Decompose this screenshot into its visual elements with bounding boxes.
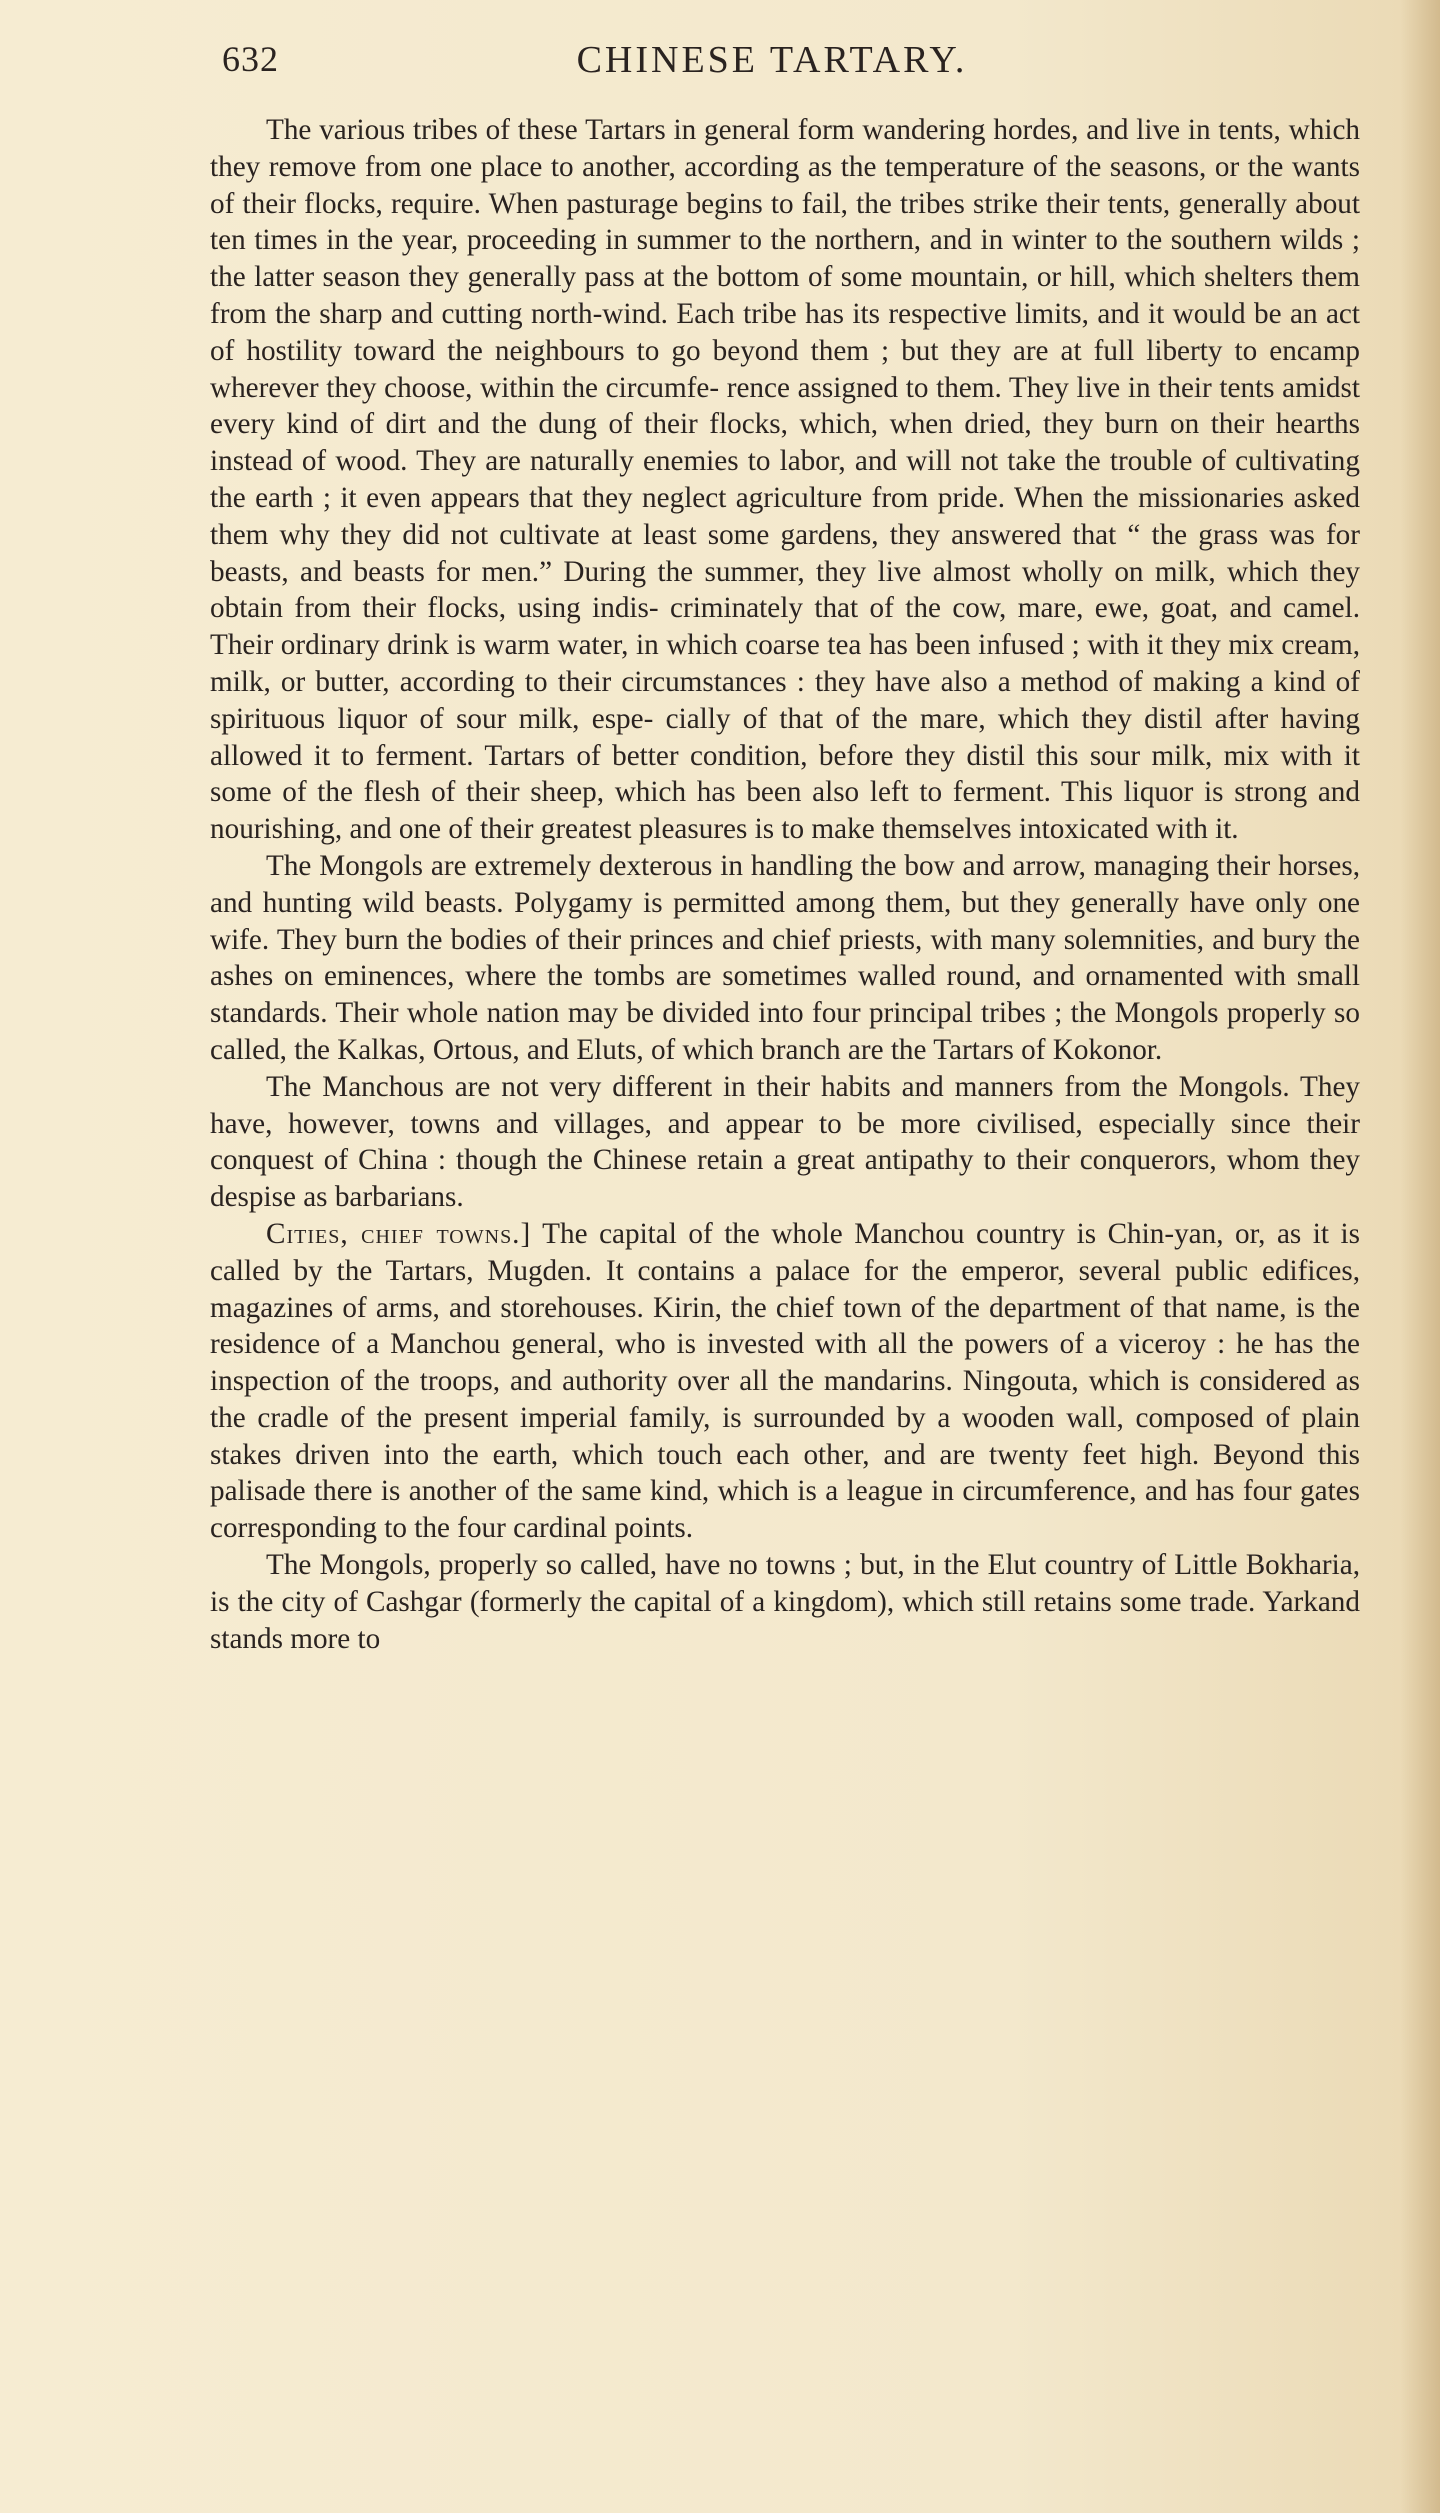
paragraph-text: The various tribes of these Tartars in general form wandering hordes, and live in tents, which they remove from one place to another, according as the temperature of the seasons, or the wants of their flocks, require. When pasturage begins to fail, the tribes strike their tents, generally about ten times in the year, proceeding in summer to the northern, and in winter to the southern wilds ; the latter season they generally pass at the bottom of some mountain, or hill, which shelters them from the sharp and cutting north-wind. Each tribe has its respective limits, and it would be an act of hostility toward the neighbours to go beyond them ; but they are at full liberty to encamp wherever they choose, within the circumfe- rence assigned to them. They live in their tents amidst every kind of dirt and the dung of their flocks, which, when dried, they burn on their hearths instead of wood. They are naturally enemies to labor, and will not take the trouble of cultivating the earth ; it even appears that they neglect agriculture from pride. When the missionaries asked them why they did not cultivate at least some gardens, they answered that “ the grass was for beasts, and beasts for men.” During the summer, they live almost wholly on milk, which they obtain from their flocks, using indis- criminately that of the cow, mare, ewe, goat, and camel. Their ordinary drink is warm water, in which coarse tea has been infused ; with it they mix cream, milk, or butter, according to their circumstances : they have also a method of making a kind of spirituous liquor of sour milk, espe- cially of that of the mare, which they distil after having allowed it to ferment. Tartars of better condition, before they distil this sour milk, mix with it some of the flesh of their sheep, which has been also left to ferment. This liquor is strong and nourishing, and one of their greatest pleasures is to make themselves intoxicated with it. xyxy=(210,114,1360,846)
paragraph-mongols xyxy=(210,848,1360,1069)
running-head xyxy=(222,38,1392,98)
paragraph-cities xyxy=(210,1216,1360,1547)
paragraph-text: The Manchous are not very different in their habits and manners from the Mongols. They have, however, towns and villages, and appear to be more civilised, especially since their conquest of China : though the Chinese retain a great antipathy to their conquerors, whom they despise as barbarians. xyxy=(210,1070,1360,1214)
page-number: 632 xyxy=(222,39,279,79)
paragraph-text: The Mongols, properly so called, have no towns ; but, in the Elut country of Little Bokharia, is the city of Cashgar (formerly the capital of a kingdom), which still retains some trade. Yarkand stands more to xyxy=(210,1549,1360,1655)
page-edge-shadow xyxy=(1400,0,1440,2513)
paragraph-mongol-towns xyxy=(210,1547,1360,1657)
paragraph-text: The capital of the whole Manchou country is Chin-yan, or, as it is called by the Tartars, Mugden. It contains a palace for the emperor, several public edifices, magazines of arms, and storehouses. Kirin, the chief town of the department of that name, is the residence of a Manchou general, who is invested with all the powers of a viceroy : he has the inspection of the troops, and authority over all the mandarins. Ningouta, which is considered as the cradle of the present imperial family, is surrounded by a wooden wall, composed of plain stakes driven into the earth, which touch each other, and are twenty feet high. Beyond this palisade there is another of the same kind, which is a league in circumference, and has four gates corresponding to the four cardinal points. xyxy=(210,1217,1360,1545)
section-heading: Cities, chief towns.] xyxy=(266,1217,532,1250)
paragraph-text: The Mongols are extremely dexterous in handling the bow and arrow, managing their horses, and hunting wild beasts. Polygamy is permitted among them, but they generally have only one wife. They burn the bodies of their princes and chief priests, with many solemnities, and bury the ashes on eminences, where the tombs are sometimes walled round, and ornamented with small standards. Their whole nation may be divided into four principal tribes ; the Mongols properly so called, the Kalkas, Ortous, and Eluts, of which branch are the Tartars of Kokonor. xyxy=(210,849,1360,1066)
running-title: CHINESE TARTARY. xyxy=(576,39,968,81)
paragraph-manchous xyxy=(210,1069,1360,1216)
body-text xyxy=(210,112,1360,1657)
paragraph-tribes-habits xyxy=(210,112,1360,848)
